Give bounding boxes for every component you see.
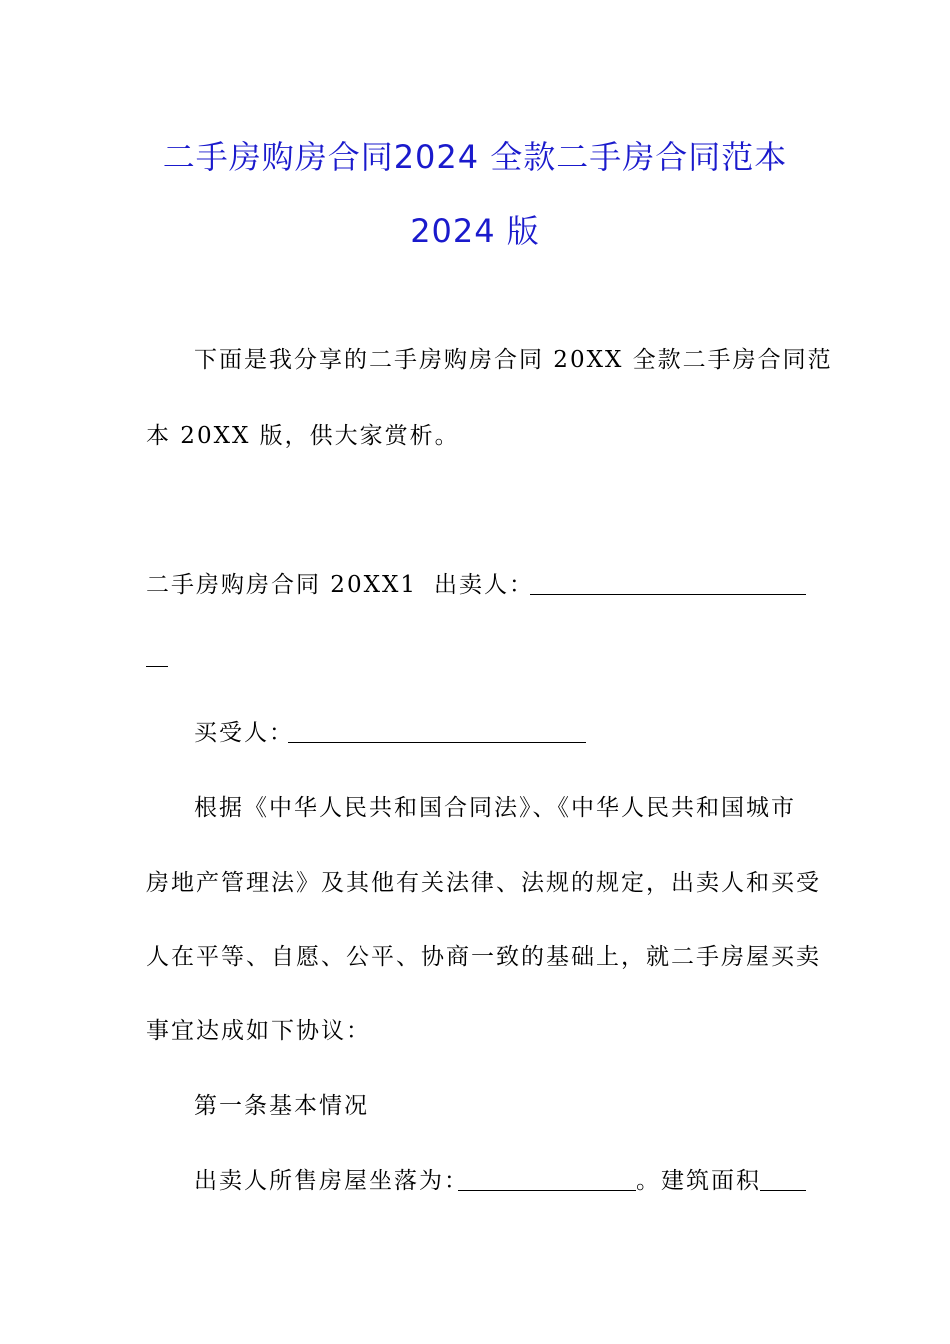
area-label: 。建筑面积 bbox=[636, 1168, 761, 1194]
article1-title: 第一条基本情况 bbox=[194, 1093, 369, 1119]
document-title-line1: 二手房购房合同2024 全款二手房合同范本 bbox=[162, 138, 788, 176]
contract-heading: 二手房购房合同 20XX1 bbox=[146, 572, 417, 598]
seller-label: 出卖人： bbox=[434, 572, 534, 598]
buyer-blank bbox=[288, 742, 586, 743]
buyer-label: 买受人： bbox=[194, 720, 294, 746]
seller-blank-continued bbox=[146, 666, 168, 667]
basis-line3: 人在平等、自愿、公平、协商一致的基础上，就二手房屋买卖 bbox=[146, 944, 821, 970]
basis-line2: 房地产管理法》及其他有关法律、法规的规定，出卖人和买受 bbox=[146, 870, 821, 896]
location-label: 出卖人所售房屋坐落为： bbox=[194, 1168, 469, 1194]
document-title-line2: 2024 版 bbox=[410, 212, 540, 250]
seller-blank bbox=[530, 594, 806, 595]
intro-line1: 下面是我分享的二手房购房合同 20XX 全款二手房合同范 bbox=[194, 347, 833, 373]
basis-line1: 根据《中华人民共和国合同法》、《中华人民共和国城市 bbox=[194, 795, 796, 821]
location-blank bbox=[458, 1190, 636, 1191]
basis-line4: 事宜达成如下协议： bbox=[146, 1018, 371, 1044]
intro-line2: 本 20XX 版，供大家赏析。 bbox=[146, 423, 460, 449]
area-blank bbox=[760, 1190, 806, 1191]
